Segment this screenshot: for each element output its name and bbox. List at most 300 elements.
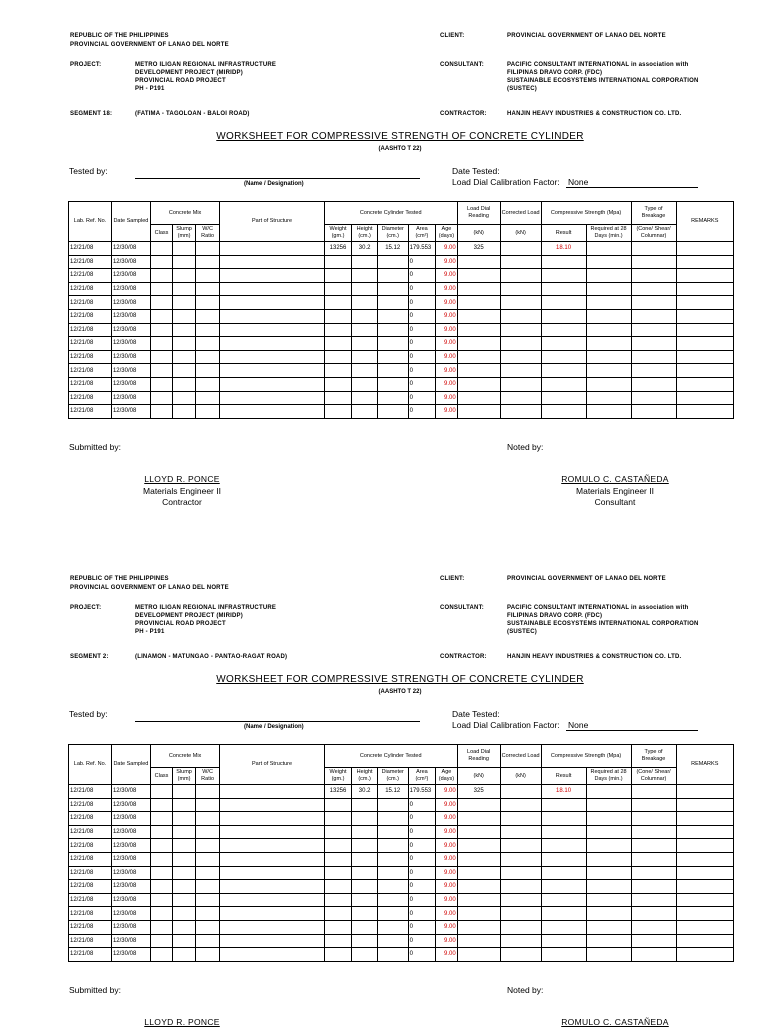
consultant-label: CONSULTANT:	[440, 605, 484, 611]
cell-class	[150, 907, 173, 921]
cell-breakage	[631, 948, 676, 962]
cell-class	[150, 880, 173, 894]
cell-part-of-structure	[220, 852, 324, 866]
province-label: PROVINCIAL GOVERNMENT OF LANAO DEL NORTE	[70, 42, 229, 48]
cell-load-dial	[457, 323, 500, 337]
cell-remarks	[676, 323, 733, 337]
cell-wc-ratio	[195, 242, 220, 256]
cell-breakage	[631, 242, 676, 256]
cell-required	[586, 785, 631, 799]
cell-corrected-load	[500, 852, 541, 866]
cell-result	[541, 893, 586, 907]
cell-wc-ratio	[195, 337, 220, 351]
cell-required	[586, 798, 631, 812]
cell-result	[541, 812, 586, 826]
cell-wc-ratio	[195, 391, 220, 405]
header-corrected-load: Corrected Load	[500, 202, 541, 225]
cell-wc-ratio	[195, 812, 220, 826]
cell-corrected-load	[500, 812, 541, 826]
cell-diameter	[377, 391, 408, 405]
table-row	[69, 350, 734, 364]
cell-age: 9.00	[436, 350, 458, 364]
cell-class	[150, 798, 173, 812]
cell-result	[541, 825, 586, 839]
cell-slump	[173, 839, 196, 853]
tested-by-line	[135, 178, 420, 179]
cell-class	[150, 364, 173, 378]
project-line-2: DEVELOPMENT PROJECT (MIRIDP)	[135, 70, 243, 76]
cell-load-dial	[457, 269, 500, 283]
cell-class	[150, 309, 173, 323]
cell-corrected-load	[500, 893, 541, 907]
cell-part-of-structure	[220, 907, 324, 921]
cell-result	[541, 323, 586, 337]
cell-area: 0	[408, 907, 436, 921]
cell-slump	[173, 364, 196, 378]
cell-remarks	[676, 839, 733, 853]
table-row	[69, 839, 734, 853]
cell-result	[541, 296, 586, 310]
header-result: Result	[541, 225, 586, 242]
cell-weight	[324, 839, 352, 853]
cell-breakage	[631, 893, 676, 907]
cell-part-of-structure	[220, 309, 324, 323]
cell-part-of-structure	[220, 785, 324, 799]
cell-date-sampled: 12/30/08	[111, 907, 150, 921]
table-row	[69, 269, 734, 283]
table-row	[69, 364, 734, 378]
header-wc-ratio: W/C Ratio	[195, 225, 220, 242]
cell-part-of-structure	[220, 920, 324, 934]
cell-wc-ratio	[195, 785, 220, 799]
cell-remarks	[676, 948, 733, 962]
header-lab-ref: Lab. Ref. No.	[69, 202, 112, 242]
cell-height	[352, 920, 378, 934]
cell-load-dial: 325	[457, 785, 500, 799]
cell-lab-ref: 12/21/08	[69, 391, 112, 405]
header-kn-corrected: (kN)	[500, 225, 541, 242]
project-line-1: METRO ILIGAN REGIONAL INFRASTRUCTURE	[135, 605, 277, 611]
cell-corrected-load	[500, 296, 541, 310]
cell-weight	[324, 405, 352, 419]
cell-remarks	[676, 337, 733, 351]
cell-area: 0	[408, 296, 436, 310]
cell-wc-ratio	[195, 255, 220, 269]
cell-date-sampled: 12/30/08	[111, 337, 150, 351]
header-kn-corrected: (kN)	[500, 768, 541, 785]
cell-corrected-load	[500, 364, 541, 378]
cell-age: 9.00	[436, 785, 458, 799]
cell-remarks	[676, 282, 733, 296]
header-cylinder-tested: Concrete Cylinder Tested	[324, 745, 457, 768]
cell-weight	[324, 852, 352, 866]
cell-breakage	[631, 880, 676, 894]
cell-required	[586, 866, 631, 880]
cell-required	[586, 812, 631, 826]
cell-wc-ratio	[195, 309, 220, 323]
cell-breakage	[631, 866, 676, 880]
cell-class	[150, 269, 173, 283]
results-table	[68, 744, 734, 962]
cell-area: 0	[408, 337, 436, 351]
cell-corrected-load	[500, 255, 541, 269]
cell-age: 9.00	[436, 825, 458, 839]
cell-class	[150, 377, 173, 391]
cell-required	[586, 391, 631, 405]
cell-part-of-structure	[220, 825, 324, 839]
cell-load-dial	[457, 907, 500, 921]
cell-required	[586, 282, 631, 296]
cell-date-sampled: 12/30/08	[111, 282, 150, 296]
cell-date-sampled: 12/30/08	[111, 893, 150, 907]
cell-corrected-load	[500, 880, 541, 894]
header-weight: Weight (gm.)	[324, 768, 352, 785]
cell-diameter: 15.12	[377, 242, 408, 256]
cell-load-dial	[457, 852, 500, 866]
contractor-label: CONTRACTOR:	[440, 111, 487, 117]
cell-diameter	[377, 839, 408, 853]
cell-height	[352, 391, 378, 405]
cell-age: 9.00	[436, 907, 458, 921]
header-result: Result	[541, 768, 586, 785]
cell-result	[541, 309, 586, 323]
header-lab-ref: Lab. Ref. No.	[69, 745, 112, 785]
cell-height	[352, 337, 378, 351]
cell-corrected-load	[500, 798, 541, 812]
table-row	[69, 785, 734, 799]
table-row	[69, 391, 734, 405]
table-row	[69, 242, 734, 256]
cell-date-sampled: 12/30/08	[111, 839, 150, 853]
cell-breakage	[631, 269, 676, 283]
worksheet-title: WORKSHEET FOR COMPRESSIVE STRENGTH OF CONCRETE CYLINDER	[216, 131, 584, 142]
cell-diameter	[377, 255, 408, 269]
cell-area: 0	[408, 839, 436, 853]
cell-result	[541, 948, 586, 962]
cell-slump	[173, 269, 196, 283]
cell-height	[352, 852, 378, 866]
cell-diameter	[377, 405, 408, 419]
cell-wc-ratio	[195, 893, 220, 907]
cell-diameter	[377, 948, 408, 962]
cell-wc-ratio	[195, 377, 220, 391]
cell-breakage	[631, 309, 676, 323]
cell-age: 9.00	[436, 255, 458, 269]
cell-corrected-load	[500, 785, 541, 799]
header-breakage-kinds: (Cone/ Shear/ Columnar)	[631, 768, 676, 785]
cell-breakage	[631, 337, 676, 351]
cell-date-sampled: 12/30/08	[111, 948, 150, 962]
cell-corrected-load	[500, 839, 541, 853]
submitted-by-label: Submitted by:	[69, 985, 121, 995]
cell-height	[352, 934, 378, 948]
header-corrected-load: Corrected Load	[500, 745, 541, 768]
cell-load-dial: 325	[457, 242, 500, 256]
header-area: Area (cm²)	[408, 768, 436, 785]
cell-required	[586, 880, 631, 894]
cell-diameter	[377, 309, 408, 323]
cell-class	[150, 852, 173, 866]
cell-weight: 13256	[324, 242, 352, 256]
cell-part-of-structure	[220, 269, 324, 283]
cell-weight	[324, 350, 352, 364]
standard-label: (AASHTO T 22)	[378, 146, 422, 152]
province-label: PROVINCIAL GOVERNMENT OF LANAO DEL NORTE	[70, 585, 229, 591]
contractor-value: HANJIN HEAVY INDUSTRIES & CONSTRUCTION CO. LTD.	[507, 654, 682, 660]
cell-area: 0	[408, 812, 436, 826]
cell-remarks	[676, 798, 733, 812]
cell-date-sampled: 12/30/08	[111, 405, 150, 419]
cell-part-of-structure	[220, 934, 324, 948]
cell-height	[352, 866, 378, 880]
cell-load-dial	[457, 309, 500, 323]
table-row	[69, 296, 734, 310]
project-line-1: METRO ILIGAN REGIONAL INFRASTRUCTURE	[135, 62, 277, 68]
cell-class	[150, 866, 173, 880]
cell-part-of-structure	[220, 948, 324, 962]
cell-part-of-structure	[220, 391, 324, 405]
cell-diameter	[377, 798, 408, 812]
cell-height	[352, 350, 378, 364]
cell-result	[541, 839, 586, 853]
header-kn-reading: (kN)	[457, 768, 500, 785]
cell-lab-ref: 12/21/08	[69, 337, 112, 351]
cell-height	[352, 323, 378, 337]
cell-result	[541, 350, 586, 364]
header-cylinder-tested: Concrete Cylinder Tested	[324, 202, 457, 225]
consultant-line-4: (SUSTEC)	[507, 629, 537, 635]
cell-lab-ref: 12/21/08	[69, 255, 112, 269]
cell-part-of-structure	[220, 798, 324, 812]
cell-wc-ratio	[195, 364, 220, 378]
cell-slump	[173, 377, 196, 391]
consultant-signatory-role: Consultant	[594, 497, 636, 507]
cell-wc-ratio	[195, 825, 220, 839]
cell-diameter	[377, 893, 408, 907]
cell-class	[150, 920, 173, 934]
header-remarks: REMARKS	[676, 202, 733, 242]
cell-weight	[324, 377, 352, 391]
cell-part-of-structure	[220, 364, 324, 378]
cell-slump	[173, 282, 196, 296]
load-dial-value: None	[568, 177, 589, 187]
cell-part-of-structure	[220, 255, 324, 269]
cell-breakage	[631, 907, 676, 921]
cell-date-sampled: 12/30/08	[111, 255, 150, 269]
cell-diameter	[377, 907, 408, 921]
cell-area: 0	[408, 920, 436, 934]
cell-weight	[324, 920, 352, 934]
cell-weight	[324, 948, 352, 962]
cell-slump	[173, 920, 196, 934]
cell-diameter	[377, 934, 408, 948]
cell-age: 9.00	[436, 812, 458, 826]
cell-age: 9.00	[436, 798, 458, 812]
cell-height	[352, 405, 378, 419]
cell-height	[352, 377, 378, 391]
cell-load-dial	[457, 364, 500, 378]
table-row	[69, 866, 734, 880]
cell-lab-ref: 12/21/08	[69, 364, 112, 378]
cell-breakage	[631, 852, 676, 866]
cell-breakage	[631, 296, 676, 310]
load-dial-value: None	[568, 720, 589, 730]
cell-remarks	[676, 364, 733, 378]
cell-part-of-structure	[220, 337, 324, 351]
cell-area: 179.553	[408, 785, 436, 799]
cell-load-dial	[457, 296, 500, 310]
consultant-signatory-title: Materials Engineer II	[576, 486, 654, 496]
cell-required	[586, 377, 631, 391]
cell-area: 0	[408, 934, 436, 948]
cell-breakage	[631, 920, 676, 934]
cell-load-dial	[457, 948, 500, 962]
cell-height	[352, 825, 378, 839]
cell-class	[150, 948, 173, 962]
header-date-sampled: Date Sampled	[111, 745, 150, 785]
table-row	[69, 907, 734, 921]
cell-lab-ref: 12/21/08	[69, 296, 112, 310]
cell-slump	[173, 309, 196, 323]
header-wc-ratio: W/C Ratio	[195, 768, 220, 785]
cell-height	[352, 812, 378, 826]
table-row	[69, 893, 734, 907]
consultant-signatory-name: ROMULO C. CASTAÑEDA	[561, 474, 669, 484]
table-row	[69, 852, 734, 866]
submitted-by-label: Submitted by:	[69, 442, 121, 452]
header-kn-reading: (kN)	[457, 225, 500, 242]
cell-load-dial	[457, 391, 500, 405]
cell-height	[352, 880, 378, 894]
cell-weight	[324, 323, 352, 337]
cell-load-dial	[457, 934, 500, 948]
cell-wc-ratio	[195, 934, 220, 948]
consultant-signatory-name: ROMULO C. CASTAÑEDA	[561, 1017, 669, 1027]
cell-lab-ref: 12/21/08	[69, 405, 112, 419]
cell-slump	[173, 296, 196, 310]
cell-remarks	[676, 255, 733, 269]
cell-lab-ref: 12/21/08	[69, 269, 112, 283]
cell-result	[541, 391, 586, 405]
cell-remarks	[676, 405, 733, 419]
header-load-dial-reading: Load Dial Reading	[457, 202, 500, 225]
cell-result: 18.10	[541, 242, 586, 256]
cell-slump	[173, 255, 196, 269]
consultant-line-3: SUSTAINABLE ECOSYSTEMS INTERNATIONAL CORPORATION	[507, 78, 699, 84]
cell-slump	[173, 948, 196, 962]
cell-area: 0	[408, 405, 436, 419]
cell-diameter	[377, 825, 408, 839]
cell-class	[150, 242, 173, 256]
cell-date-sampled: 12/30/08	[111, 391, 150, 405]
cell-diameter	[377, 852, 408, 866]
cell-breakage	[631, 350, 676, 364]
cell-breakage	[631, 377, 676, 391]
cell-date-sampled: 12/30/08	[111, 242, 150, 256]
contractor-signatory-name: LLOYD R. PONCE	[144, 474, 220, 484]
cell-date-sampled: 12/30/08	[111, 934, 150, 948]
cell-height	[352, 269, 378, 283]
project-line-3: PROVINCIAL ROAD PROJECT	[135, 621, 226, 627]
cell-area: 0	[408, 377, 436, 391]
cell-class	[150, 812, 173, 826]
cell-wc-ratio	[195, 852, 220, 866]
cell-breakage	[631, 323, 676, 337]
cell-date-sampled: 12/30/08	[111, 798, 150, 812]
cell-wc-ratio	[195, 948, 220, 962]
cell-weight	[324, 364, 352, 378]
cell-age: 9.00	[436, 948, 458, 962]
header-age: Age (days)	[436, 225, 458, 242]
cell-remarks	[676, 269, 733, 283]
header-compressive-strength: Compressive Strength (Mpa)	[541, 202, 631, 225]
cell-remarks	[676, 852, 733, 866]
cell-lab-ref: 12/21/08	[69, 852, 112, 866]
cell-diameter	[377, 282, 408, 296]
cell-age: 9.00	[436, 893, 458, 907]
cell-diameter	[377, 350, 408, 364]
cell-result	[541, 920, 586, 934]
cell-remarks	[676, 825, 733, 839]
cell-date-sampled: 12/30/08	[111, 377, 150, 391]
cell-required	[586, 934, 631, 948]
cell-class	[150, 323, 173, 337]
header-type-breakage: Type of Breakage	[631, 745, 676, 768]
cell-age: 9.00	[436, 242, 458, 256]
header-breakage-kinds: (Cone/ Shear/ Columnar)	[631, 225, 676, 242]
cell-wc-ratio	[195, 405, 220, 419]
cell-age: 9.00	[436, 405, 458, 419]
cell-date-sampled: 12/30/08	[111, 309, 150, 323]
cell-height	[352, 255, 378, 269]
cell-wc-ratio	[195, 296, 220, 310]
table-row	[69, 798, 734, 812]
cell-height	[352, 364, 378, 378]
cell-height	[352, 282, 378, 296]
cell-remarks	[676, 350, 733, 364]
cell-height	[352, 839, 378, 853]
cell-required	[586, 350, 631, 364]
header-class: Class	[150, 768, 173, 785]
cell-remarks	[676, 866, 733, 880]
consultant-line-1: PACIFIC CONSULTANT INTERNATIONAL in association with	[507, 605, 689, 611]
header-type-breakage: Type of Breakage	[631, 202, 676, 225]
cell-corrected-load	[500, 920, 541, 934]
cell-lab-ref: 12/21/08	[69, 934, 112, 948]
cell-area: 0	[408, 948, 436, 962]
cell-diameter	[377, 269, 408, 283]
cell-part-of-structure	[220, 405, 324, 419]
cell-area: 0	[408, 350, 436, 364]
contractor-label: CONTRACTOR:	[440, 654, 487, 660]
cell-result	[541, 907, 586, 921]
cell-age: 9.00	[436, 377, 458, 391]
load-dial-line	[566, 187, 698, 188]
consultant-line-4: (SUSTEC)	[507, 86, 537, 92]
cell-slump	[173, 391, 196, 405]
cell-corrected-load	[500, 405, 541, 419]
cell-area: 0	[408, 893, 436, 907]
cell-result	[541, 934, 586, 948]
cell-diameter	[377, 337, 408, 351]
worksheet-title: WORKSHEET FOR COMPRESSIVE STRENGTH OF CONCRETE CYLINDER	[216, 674, 584, 685]
cell-required	[586, 242, 631, 256]
cell-age: 9.00	[436, 323, 458, 337]
cell-slump	[173, 852, 196, 866]
noted-by-label: Noted by:	[507, 985, 544, 995]
cell-required	[586, 948, 631, 962]
cell-height	[352, 309, 378, 323]
